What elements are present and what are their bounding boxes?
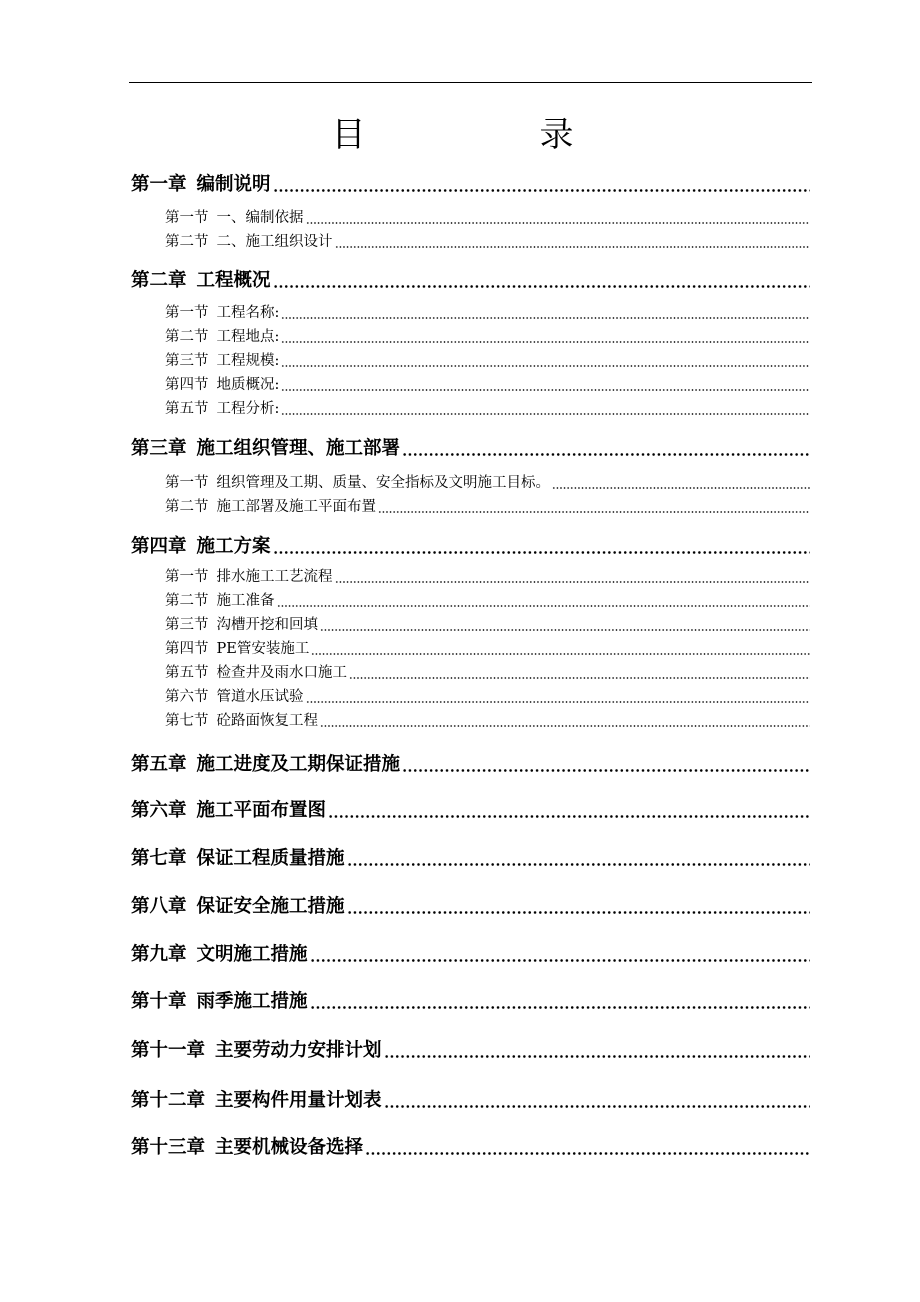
- toc-section-entry[interactable]: [165, 350, 810, 370]
- section-number: 第二节: [165, 593, 209, 609]
- page-title: 目 录: [331, 115, 644, 155]
- section-number: 第二节: [165, 499, 209, 515]
- section-number: 第五节: [165, 665, 209, 681]
- chapter-number: 第十章: [131, 991, 187, 1012]
- section-number: 第一节: [165, 475, 209, 491]
- section-title: 工程名称:: [216, 305, 280, 321]
- chapter-title: 施工进度及工期保证措施: [196, 754, 401, 775]
- toc-chapter-entry[interactable]: [131, 1133, 810, 1159]
- dot-leader: [400, 450, 810, 456]
- chapter-number: 第七章: [131, 848, 187, 869]
- section-title: 排水施工工艺流程: [216, 569, 333, 585]
- section-number: 第一节: [165, 569, 209, 585]
- section-number: 第二节: [165, 329, 209, 345]
- chapter-title: 施工方案: [196, 536, 271, 557]
- dot-leader: [376, 509, 810, 513]
- chapter-title: 主要构件用量计划表: [215, 1090, 382, 1111]
- section-number: 第一节: [165, 210, 209, 226]
- dot-leader: [309, 651, 810, 655]
- chapter-title: 编制说明: [196, 174, 271, 195]
- dot-leader: [279, 387, 810, 391]
- toc-chapter-entry[interactable]: [131, 532, 810, 558]
- dot-leader: [347, 675, 810, 679]
- toc-chapter-entry[interactable]: [131, 170, 810, 196]
- dot-leader: [318, 627, 810, 631]
- chapter-title: 保证安全施工措施: [196, 896, 345, 917]
- section-title: 管道水压试验: [216, 689, 304, 705]
- toc-chapter-entry[interactable]: [131, 892, 810, 918]
- section-title: 地质概况:: [216, 377, 280, 393]
- toc-section-entry[interactable]: [165, 472, 810, 492]
- chapter-number: 第九章: [131, 944, 187, 965]
- toc-section-entry[interactable]: [165, 662, 810, 682]
- dot-leader: [271, 186, 810, 192]
- section-number: 第四节: [165, 377, 209, 393]
- chapter-number: 第三章: [131, 438, 187, 459]
- chapter-title: 文明施工措施: [196, 944, 308, 965]
- toc-chapter-entry[interactable]: [131, 844, 810, 870]
- section-title: 检查井及雨水口施工: [216, 665, 347, 681]
- dot-leader: [271, 282, 810, 288]
- toc-section-entry[interactable]: [165, 566, 810, 586]
- section-title: 施工部署及施工平面布置: [216, 499, 376, 515]
- section-title: 砼路面恢复工程: [216, 713, 318, 729]
- section-number: 第三节: [165, 617, 209, 633]
- section-title: 工程地点:: [216, 329, 280, 345]
- toc-chapter-entry[interactable]: [131, 796, 810, 822]
- toc-chapter-entry[interactable]: [131, 1036, 810, 1062]
- toc-section-entry[interactable]: [165, 710, 810, 730]
- dot-leader: [318, 723, 810, 727]
- dot-leader: [400, 766, 810, 772]
- section-title: 工程规模:: [216, 353, 280, 369]
- toc-section-entry[interactable]: [165, 686, 810, 706]
- section-number: 第三节: [165, 353, 209, 369]
- toc-section-entry[interactable]: [165, 207, 810, 227]
- chapter-title: 保证工程质量措施: [196, 848, 345, 869]
- dot-leader: [308, 956, 810, 962]
- chapter-title: 施工组织管理、施工部署: [196, 438, 401, 459]
- toc-section-entry[interactable]: [165, 326, 810, 346]
- dot-leader: [271, 548, 810, 554]
- toc-chapter-entry[interactable]: [131, 940, 810, 966]
- section-title: 组织管理及工期、质量、安全指标及文明施工目标。: [216, 475, 550, 491]
- chapter-title: 主要机械设备选择: [215, 1137, 364, 1158]
- dot-leader: [304, 699, 811, 703]
- chapter-number: 第十三章: [131, 1137, 206, 1158]
- dot-leader: [363, 1149, 810, 1155]
- dot-leader: [308, 1003, 810, 1009]
- chapter-number: 第二章: [131, 270, 187, 291]
- chapter-title: 主要劳动力安排计划: [215, 1040, 382, 1061]
- section-number: 第五节: [165, 401, 209, 417]
- toc-section-entry[interactable]: [165, 496, 810, 516]
- toc-section-entry[interactable]: [165, 231, 810, 251]
- dot-leader: [279, 363, 810, 367]
- dot-leader: [304, 220, 811, 224]
- section-title: PE管安装施工: [216, 641, 310, 657]
- dot-leader: [333, 579, 811, 583]
- chapter-number: 第一章: [131, 174, 187, 195]
- dot-leader: [279, 315, 810, 319]
- section-title: 工程分析:: [216, 401, 280, 417]
- chapter-title: 工程概况: [196, 270, 271, 291]
- dot-leader: [275, 603, 811, 607]
- toc-chapter-entry[interactable]: [131, 434, 810, 460]
- chapter-title: 雨季施工措施: [196, 991, 308, 1012]
- dot-leader: [333, 244, 811, 248]
- chapter-number: 第十一章: [131, 1040, 206, 1061]
- chapter-number: 第五章: [131, 754, 187, 775]
- dot-leader: [382, 1052, 810, 1058]
- section-number: 第七节: [165, 713, 209, 729]
- dot-leader: [345, 860, 810, 866]
- section-title: 施工准备: [216, 593, 275, 609]
- section-number: 第一节: [165, 305, 209, 321]
- section-title: 一、编制依据: [216, 210, 304, 226]
- dot-leader: [550, 485, 810, 489]
- toc-section-entry[interactable]: [165, 614, 810, 634]
- toc-section-entry[interactable]: [165, 398, 810, 418]
- dot-leader: [279, 339, 810, 343]
- chapter-number: 第六章: [131, 800, 187, 821]
- dot-leader: [326, 812, 810, 818]
- dot-leader: [345, 908, 810, 914]
- chapter-number: 第十二章: [131, 1090, 206, 1111]
- toc-section-entry[interactable]: [165, 374, 810, 394]
- toc-chapter-entry[interactable]: [131, 1086, 810, 1112]
- toc-section-entry[interactable]: [165, 638, 810, 658]
- section-number: 第四节: [165, 641, 209, 657]
- toc-chapter-entry[interactable]: [131, 750, 810, 776]
- toc-chapter-entry[interactable]: [131, 266, 810, 292]
- section-title: 沟槽开挖和回填: [216, 617, 318, 633]
- chapter-number: 第八章: [131, 896, 187, 917]
- toc-chapter-entry[interactable]: [131, 987, 810, 1013]
- chapter-number: 第四章: [131, 536, 187, 557]
- section-title: 二、施工组织设计: [216, 234, 333, 250]
- section-number: 第六节: [165, 689, 209, 705]
- toc-section-entry[interactable]: [165, 302, 810, 322]
- section-number: 第二节: [165, 234, 209, 250]
- chapter-title: 施工平面布置图: [196, 800, 327, 821]
- toc-section-entry[interactable]: [165, 590, 810, 610]
- dot-leader: [279, 411, 810, 415]
- dot-leader: [382, 1102, 810, 1108]
